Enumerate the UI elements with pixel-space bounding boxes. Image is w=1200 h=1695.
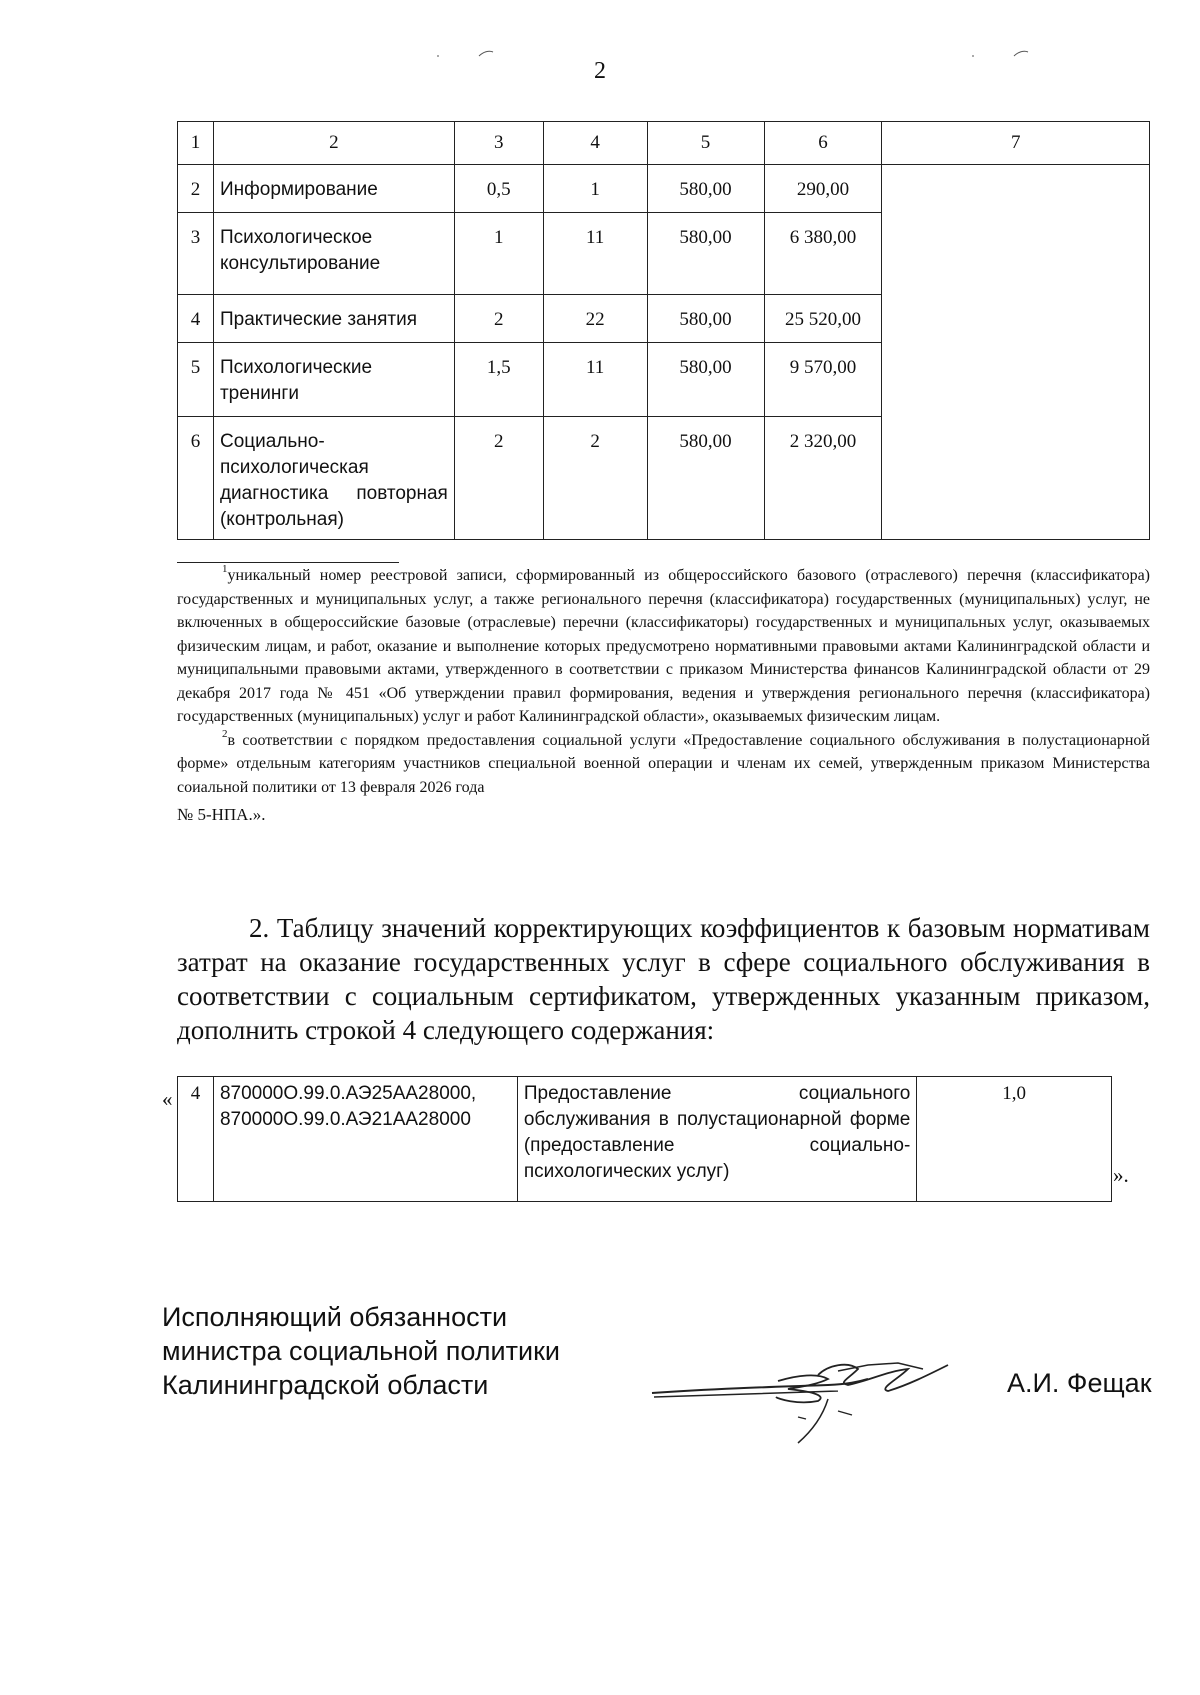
cell-col5: 580,00 xyxy=(647,417,764,540)
coefficient-value: 1,0 xyxy=(917,1077,1112,1202)
cell-col6: 2 320,00 xyxy=(764,417,882,540)
cell-col4: 2 xyxy=(543,417,647,540)
footnote-2-text: в соответствии с порядком предоставления социальной услуги «Предоставление социального обслуживания в полустационарной форме» отдельным категориям участников специальной военной операции и членам их семей, утвержденным приказом Министерства соиальной политики от 13 февраля 2026 года xyxy=(177,731,1150,796)
table-header-row xyxy=(178,122,1150,165)
header-cell: 7 xyxy=(882,122,1150,165)
cell-col6: 290,00 xyxy=(764,165,882,213)
cell-col6: 25 520,00 xyxy=(764,295,882,343)
service-description: Предоставление социального обслуживания в полустационарной форме (предоставление социально-психологических услуг) xyxy=(517,1077,916,1202)
coefficient-table-row xyxy=(177,1076,1112,1202)
open-quote: « xyxy=(162,1087,173,1111)
registry-code: 870000О.99.0.АЭ25АА28000, xyxy=(219,1083,477,1104)
row-number: 4 xyxy=(178,295,214,343)
service-name: Практические занятия xyxy=(213,295,454,343)
services-table xyxy=(177,121,1150,540)
cell-col4: 1 xyxy=(543,165,647,213)
header-cell: 6 xyxy=(764,122,882,165)
signatory-line: Исполняющий обязанности xyxy=(162,1302,508,1332)
registry-codes xyxy=(213,1077,517,1202)
page-number: 2 xyxy=(594,58,606,84)
registry-code: 870000О.99.0.АЭ21АА28000 xyxy=(219,1109,471,1130)
header-cell: 2 xyxy=(213,122,454,165)
cell-col4: 11 xyxy=(543,213,647,295)
cell-col4: 22 xyxy=(543,295,647,343)
table-row xyxy=(178,165,1150,213)
table-row xyxy=(178,1077,1112,1202)
footnote-2-mark: 2 xyxy=(222,727,228,740)
footnote-1 xyxy=(177,564,1150,729)
service-name: Психологические тренинги xyxy=(213,343,454,417)
service-name: Социально-психологическая диагностика повторная (контрольная) xyxy=(213,417,454,540)
cell-col3: 1 xyxy=(454,213,543,295)
close-quote: ». xyxy=(1113,1163,1129,1187)
row-number: 5 xyxy=(178,343,214,417)
signatory-line: Калининградской области xyxy=(162,1370,489,1400)
footnote-2 xyxy=(177,729,1150,800)
cell-col3: 0,5 xyxy=(454,165,543,213)
cell-col3: 1,5 xyxy=(454,343,543,417)
footnote-2-end: № 5-НПА.». xyxy=(177,805,266,824)
footnote-1-mark: 1 xyxy=(222,563,228,575)
header-cell: 1 xyxy=(178,122,214,165)
service-name: Информирование xyxy=(213,165,454,213)
signatory-line: министра социальной политики xyxy=(162,1336,560,1366)
signatory-name: А.И. Фещак xyxy=(1007,1368,1152,1398)
cell-col6: 9 570,00 xyxy=(764,343,882,417)
signatory-title xyxy=(162,1300,560,1402)
row-number: 2 xyxy=(178,165,214,213)
cell-col3: 2 xyxy=(454,417,543,540)
footnote-1-text: уникальный номер реестровой записи, сформированный из общероссийского базового (отраслевого) перечня (классификатора) государственных и муниципальных услуг, а также регионального перечня (классификатора) государственных (муниципальных) услуг, не включенных в общероссийские базовые (отраслевые) перечни (классификаторы) государственных и муниципальных услуг, оказываемых физическим лицам, и работ, оказание и выполнение которых предусмотрено нормативными правовыми актами Калининградской области и муниципальными правовыми актами, утвержденного в соответствии с приказом Министерства финансов Калининградской области от 29 декабря 2017 года № 451 «Об утверждении правил формирования, ведения и утверждения регионального перечня (классификатора) государственных (муниципальных) услуг и работ Калининградской области», оказываемых физическим лицам. xyxy=(177,567,1150,725)
row-number: 3 xyxy=(178,213,214,295)
cell-col3: 2 xyxy=(454,295,543,343)
cell-col5: 580,00 xyxy=(647,213,764,295)
footnotes xyxy=(177,564,1150,827)
row-number: 4 xyxy=(178,1077,214,1202)
header-cell: 3 xyxy=(454,122,543,165)
cell-col4: 11 xyxy=(543,343,647,417)
service-name: Психологическое консультирование xyxy=(213,213,454,295)
cell-col5: 580,00 xyxy=(647,295,764,343)
amendment-paragraph: 2. Таблицу значений корректирующих коэффициентов к базовым нормативам затрат на оказание государственных услуг в сфере социального обслуживания в соответствии с социальным сертификатом, утвержденных указанным приказом, дополнить строкой 4 следующего содержания: xyxy=(177,913,1150,1045)
cell-col6: 6 380,00 xyxy=(764,213,882,295)
header-cell: 4 xyxy=(543,122,647,165)
scan-artifact-mark xyxy=(435,48,495,62)
handwritten-signature xyxy=(648,1335,968,1445)
cell-col7-merged xyxy=(882,165,1150,540)
row-number: 6 xyxy=(178,417,214,540)
cell-col5: 580,00 xyxy=(647,343,764,417)
cell-col5: 580,00 xyxy=(647,165,764,213)
scan-artifact-mark xyxy=(970,48,1030,62)
header-cell: 5 xyxy=(647,122,764,165)
footnote-divider xyxy=(177,562,399,563)
